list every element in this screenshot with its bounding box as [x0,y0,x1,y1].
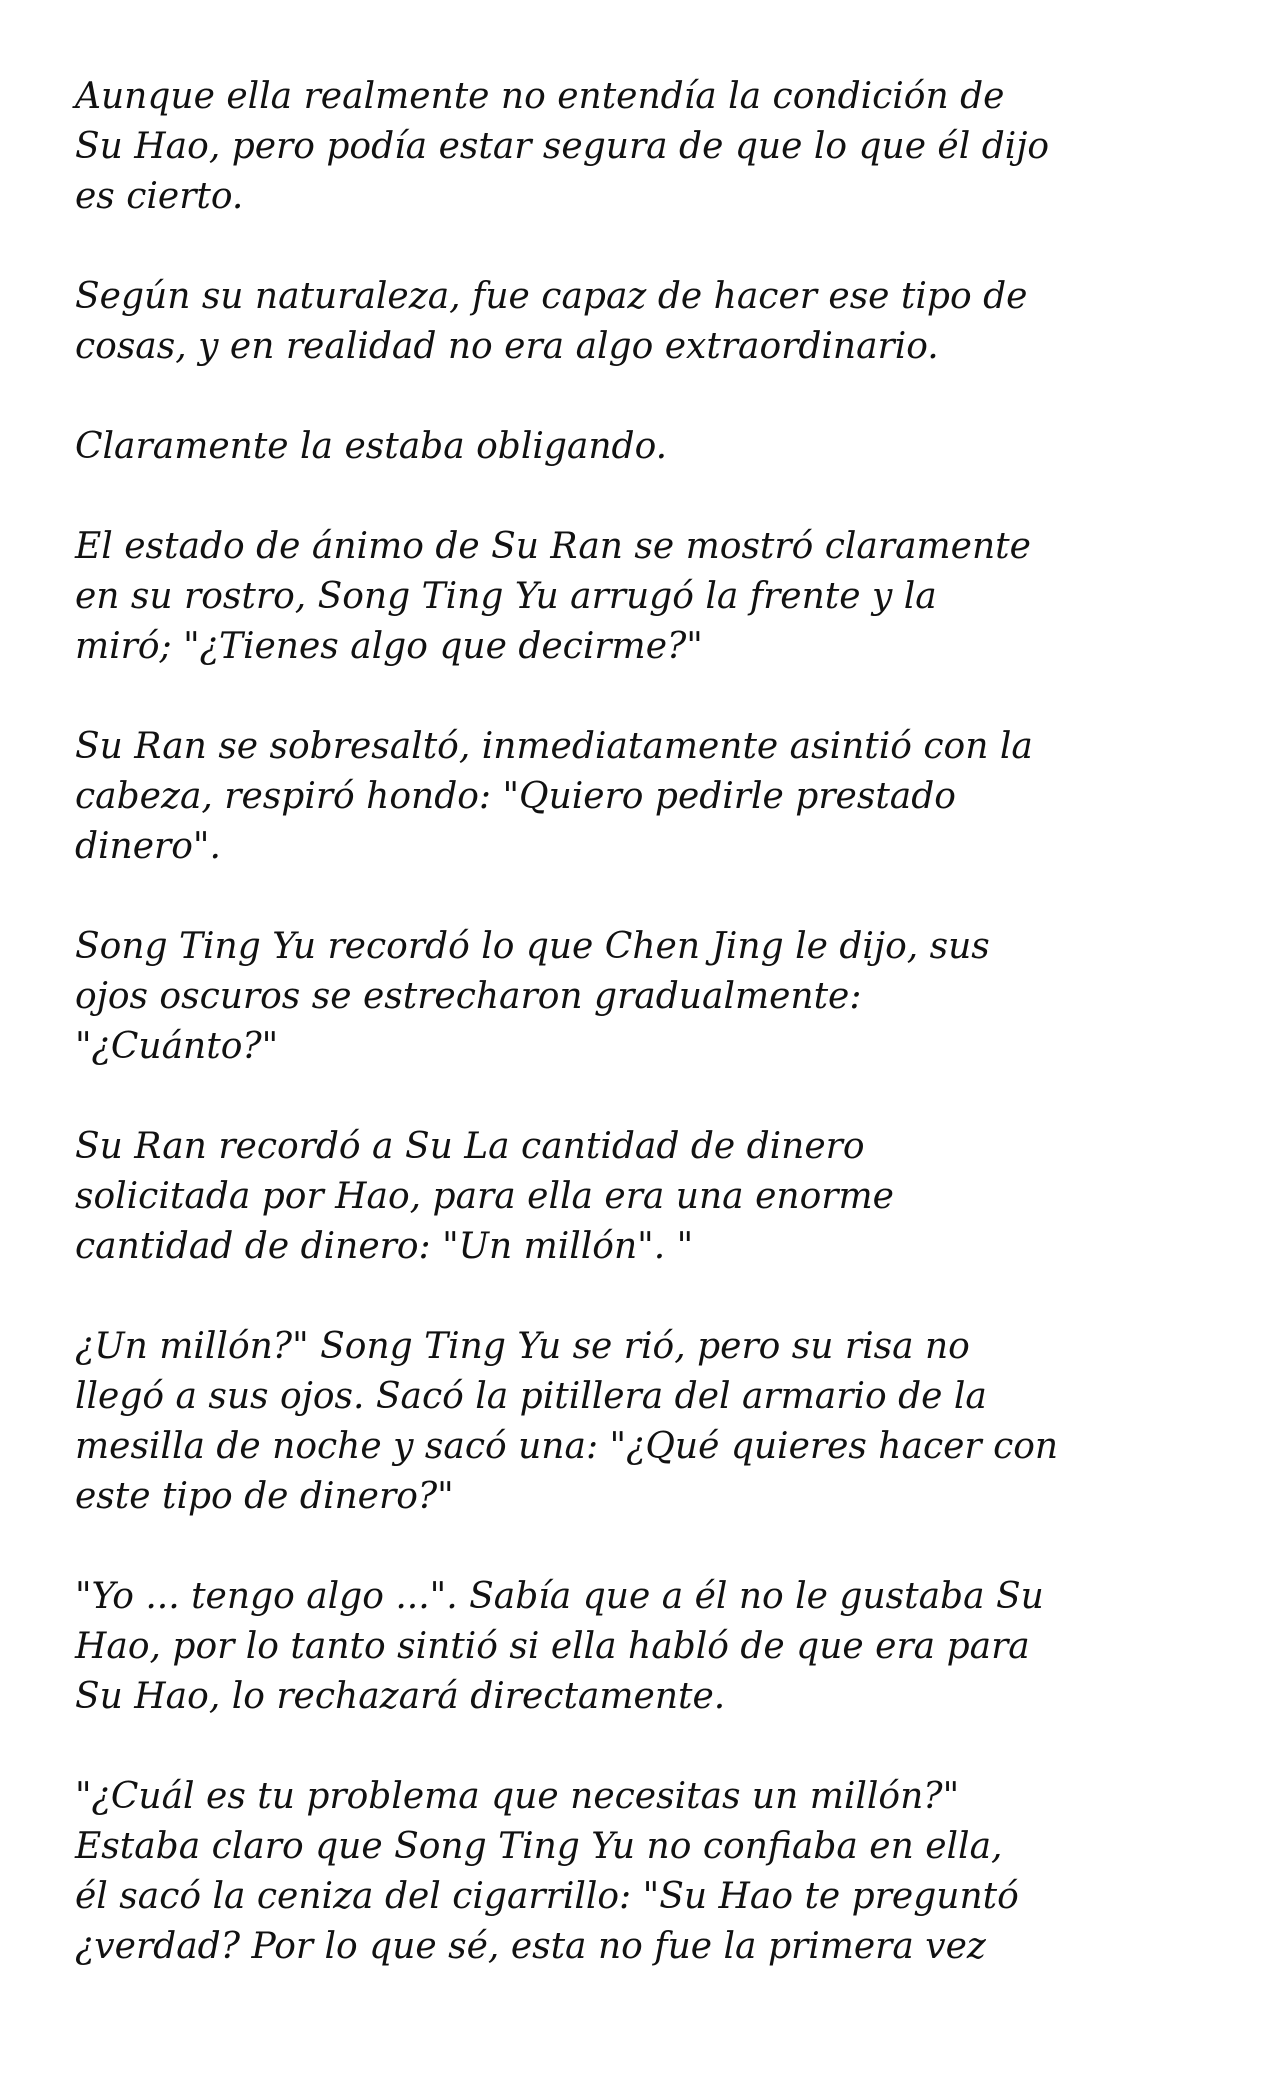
text-line: ¿Un millón?" Song Ting Yu se rió, pero su risa no [75,1326,970,1367]
paragraph-3 [75,422,1225,472]
text-line: en su rostro, Song Ting Yu arrugó la frente y la [75,576,937,617]
text-line: Claramente la estaba obligando. [75,426,668,467]
paragraph-10 [75,1772,1225,1972]
text-line: es cierto. [75,176,244,217]
text-line: ojos oscuros se estrecharon gradualmente: [75,976,862,1017]
text-line: "¿Cuál es tu problema que necesitas un millón?" [75,1776,960,1817]
text-line: Estaba claro que Song Ting Yu no confiaba en ella, [75,1826,1003,1867]
paragraph-1 [75,72,1225,222]
paragraph-4 [75,522,1225,672]
paragraph-2 [75,272,1225,372]
text-line: solicitada por Hao, para ella era una enorme [75,1176,894,1217]
document-page [75,72,1225,2022]
text-line: Su Hao, pero podía estar segura de que lo que él dijo [75,126,1050,167]
text-line: Su Hao, lo rechazará directamente. [75,1676,726,1717]
paragraph-5 [75,722,1225,872]
text-line: Según su naturaleza, fue capaz de hacer ese tipo de [75,276,1028,317]
paragraph-6 [75,922,1225,1072]
text-line: él sacó la ceniza del cigarrillo: "Su Hao te preguntó [75,1876,1019,1917]
text-line: este tipo de dinero?" [75,1476,454,1517]
text-line: llegó a sus ojos. Sacó la pitillera del armario de la [75,1376,987,1417]
text-line: Hao, por lo tanto sintió si ella habló de que era para [75,1626,1030,1667]
text-line: "¿Cuánto?" [75,1026,279,1067]
text-line: "Yo ... tengo algo ...". Sabía que a él no le gustaba Su [75,1576,1044,1617]
text-line: Su Ran se sobresaltó, inmediatamente asintió con la [75,726,1033,767]
text-line: El estado de ánimo de Su Ran se mostró claramente [75,526,1031,567]
text-line: cosas, y en realidad no era algo extraordinario. [75,326,939,367]
text-line: Su Ran recordó a Su La cantidad de dinero [75,1126,865,1167]
paragraph-8 [75,1322,1225,1522]
text-line: Song Ting Yu recordó lo que Chen Jing le dijo, sus [75,926,990,967]
text-line: Aunque ella realmente no entendía la condición de [75,76,1005,117]
text-line: dinero". [75,826,221,867]
text-line: ¿verdad? Por lo que sé, esta no fue la primera vez [75,1926,986,1967]
paragraph-7 [75,1122,1225,1272]
text-line: cabeza, respiró hondo: "Quiero pedirle prestado [75,776,956,817]
paragraph-9 [75,1572,1225,1722]
text-line: cantidad de dinero: "Un millón". " [75,1226,694,1267]
text-line: miró; "¿Tienes algo que decirme?" [75,626,703,667]
text-line: mesilla de noche y sacó una: "¿Qué quieres hacer con [75,1426,1059,1467]
